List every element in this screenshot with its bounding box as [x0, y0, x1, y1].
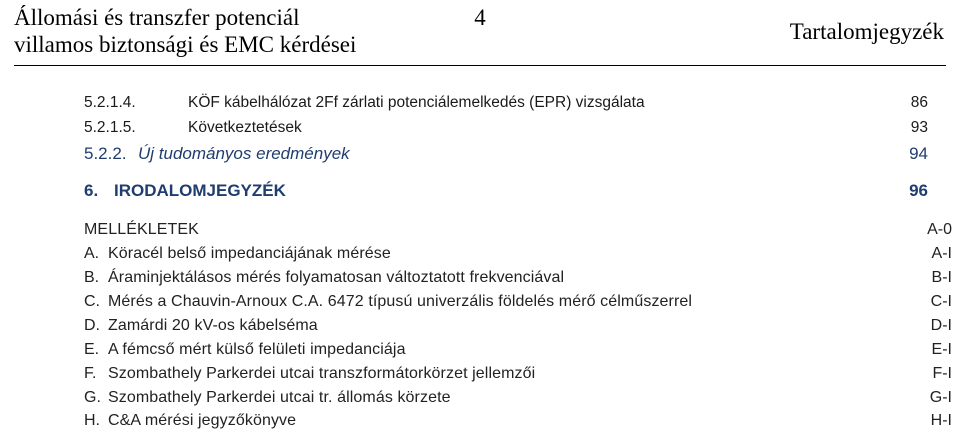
toc-entry[interactable] [84, 245, 952, 263]
header-rule [14, 65, 946, 66]
toc-entry[interactable] [84, 317, 952, 335]
toc-entry-title: Köracél belső impedanciájának mérése [108, 245, 391, 262]
document-title-line-1: Állomási és transzfer potenciál [14, 5, 300, 30]
toc-entry[interactable] [84, 293, 952, 311]
toc-entry-number: F. [84, 365, 97, 382]
toc-entry[interactable] [84, 389, 952, 407]
page-header [0, 0, 960, 66]
section-title: Tartalomjegyzék [789, 19, 944, 44]
toc-entry-page: 93 [910, 119, 928, 136]
toc-entry-number: 5.2.1.4. [84, 94, 136, 111]
toc-entry[interactable] [84, 269, 952, 287]
toc-entry-number: A. [84, 245, 100, 262]
toc-entry-page: H-I [930, 412, 952, 429]
toc-entry-title: Szombathely Parkerdei utcai transzformátorkörzet jellemzői [108, 365, 536, 382]
toc-entry[interactable] [84, 341, 952, 359]
toc-entry[interactable] [84, 221, 952, 239]
toc-entry-page: A-I [931, 245, 952, 262]
toc-entry-number: D. [84, 317, 100, 334]
toc-entry-page: D-I [930, 317, 952, 334]
toc-entry-title: MELLÉKLETEK [84, 221, 199, 238]
toc-entry-title: A fémcső mért külső felületi impedanciája [108, 341, 406, 358]
toc-entry-title: Szombathely Parkerdei utcai tr. állomás körzete [108, 389, 451, 406]
page-number: 4 [474, 5, 486, 30]
toc-entry-page: E-I [931, 341, 952, 358]
toc-entry-page: A-0 [927, 221, 952, 238]
toc-entry-title: IRODALOMJEGYZÉK [114, 181, 286, 200]
toc-entry-page: B-I [931, 269, 952, 286]
toc-entry-number: B. [84, 269, 100, 286]
toc-entry[interactable] [84, 365, 952, 383]
toc-entry-title: Következtetések [188, 119, 302, 136]
toc-entry-title: KÖF kábelhálózat 2Ff zárlati potenciálemelkedés (EPR) vizsgálata [188, 94, 645, 111]
toc-entry-page: 86 [910, 94, 928, 111]
toc-entry-number: 5.2.2. [84, 144, 127, 163]
toc-entry-title: Új tudományos eredmények [138, 144, 350, 163]
toc-entry-title: Áraminjektálásos mérés folyamatosan változtatott frekvenciával [108, 269, 565, 286]
document-title-line-2: villamos biztonsági és EMC kérdései [14, 32, 357, 57]
toc-entry[interactable] [84, 144, 928, 164]
toc-entry[interactable] [84, 94, 928, 112]
toc-entry-number: 5.2.1.5. [84, 119, 136, 136]
toc-entry-page: F-I [932, 365, 952, 382]
toc-entry-number: 6. [84, 181, 99, 200]
toc-entry[interactable] [84, 412, 952, 430]
toc-entry-page: G-I [929, 389, 952, 406]
toc-entry-title: Mérés a Chauvin-Arnoux C.A. 6472 típusú univerzális földelés mérő célműszerrel [108, 293, 693, 310]
toc-entry-title: Zamárdi 20 kV-os kábelséma [108, 317, 318, 334]
toc-entry-number: C. [84, 293, 100, 310]
toc-entry-page: 96 [909, 181, 928, 200]
toc-entry-page: 94 [909, 144, 928, 163]
toc-entry-number: E. [84, 341, 100, 358]
toc-entry[interactable] [84, 119, 928, 137]
toc-entry-number: H. [84, 412, 100, 429]
toc-entry-title: C&A mérési jegyzőkönyve [108, 412, 297, 429]
toc-entry-page: C-I [930, 293, 952, 310]
toc-entry[interactable] [84, 181, 928, 201]
toc-entry-number: G. [84, 389, 101, 406]
